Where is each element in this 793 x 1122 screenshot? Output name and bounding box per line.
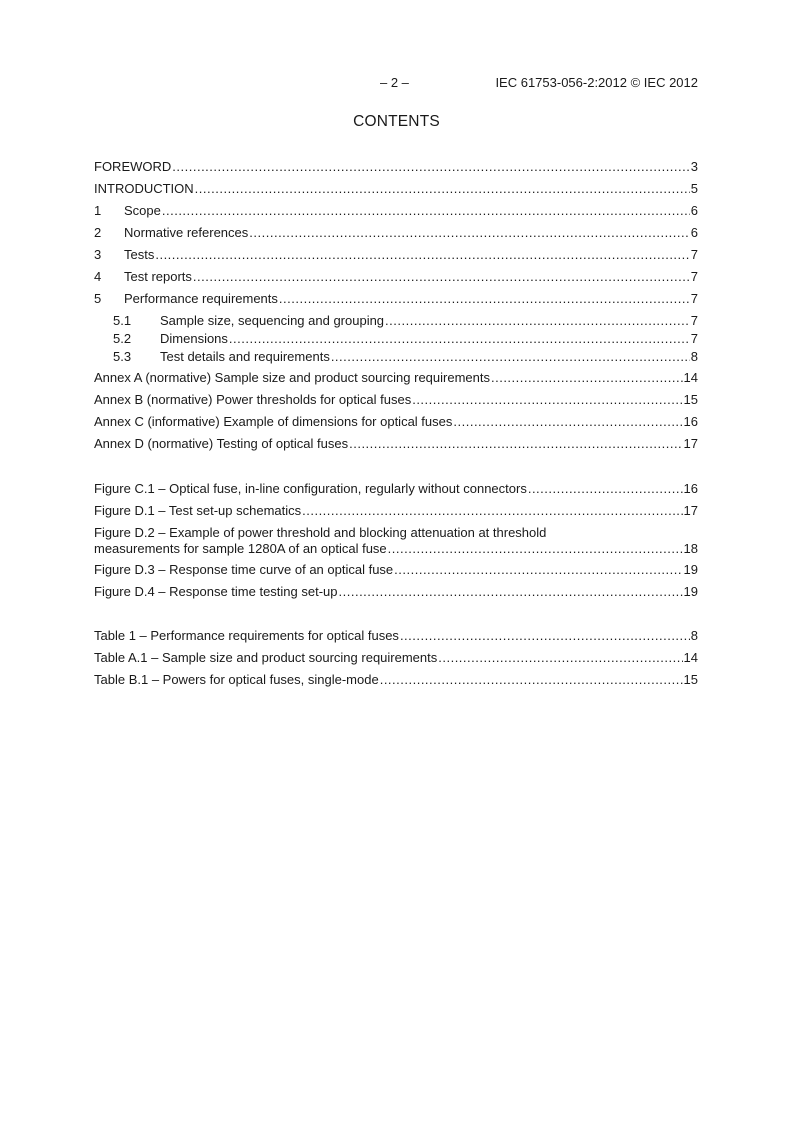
toc-entry-scope[interactable]	[94, 203, 698, 225]
page-header	[0, 75, 793, 93]
toc-page: 15	[683, 392, 698, 407]
toc-label: Test details and requirements	[160, 349, 330, 364]
toc-entry-introduction[interactable]	[94, 181, 698, 203]
toc-entry-test-reports[interactable]	[94, 269, 698, 291]
toc-entry-annex-c[interactable]	[94, 414, 698, 436]
figure-page: 19	[683, 584, 698, 599]
figure-page: 17	[683, 503, 698, 518]
table-entry-a1[interactable]	[94, 650, 698, 672]
toc-label: Performance requirements	[124, 291, 278, 306]
toc-entry-normative-references[interactable]	[94, 225, 698, 247]
table-label: Table 1 – Performance requirements for optical fuses	[94, 628, 399, 643]
toc-label: Annex A (normative) Sample size and product sourcing requirements	[94, 370, 490, 385]
dot-leader	[339, 584, 683, 600]
dot-leader	[438, 650, 682, 666]
table-entry-1[interactable]	[94, 628, 698, 650]
toc-number: 4	[94, 269, 102, 284]
figure-label-line1: Figure D.2 – Example of power threshold and blocking attenuation at threshold	[94, 525, 547, 540]
dot-leader	[380, 672, 683, 688]
toc-page: 7	[690, 247, 698, 262]
toc-main	[94, 159, 698, 458]
figure-page: 18	[683, 541, 698, 556]
toc-label: Sample size, sequencing and grouping	[160, 313, 385, 328]
toc-page: 16	[683, 414, 698, 429]
table-page: 8	[690, 628, 698, 643]
toc-page: 6	[690, 225, 698, 240]
dot-leader	[279, 291, 690, 307]
dot-leader	[172, 159, 689, 175]
figure-entry-d1[interactable]	[94, 503, 698, 525]
table-label: Table B.1 – Powers for optical fuses, single-mode	[94, 672, 379, 687]
dot-leader	[349, 436, 682, 452]
toc-label: FOREWORD	[94, 159, 172, 174]
dot-leader	[162, 203, 690, 219]
dot-leader	[400, 628, 690, 644]
figure-label: Figure D.1 – Test set-up schematics	[94, 503, 302, 518]
dot-leader	[193, 269, 690, 285]
table-page: 14	[683, 650, 698, 665]
toc-label: INTRODUCTION	[94, 181, 194, 196]
toc-label: Annex B (normative) Power thresholds for optical fuses	[94, 392, 412, 407]
toc-page: 7	[690, 291, 698, 306]
toc-page: 7	[690, 331, 698, 346]
figure-entry-d4[interactable]	[94, 584, 698, 606]
toc-entry-performance-requirements[interactable]	[94, 291, 698, 313]
table-entry-b1[interactable]	[94, 672, 698, 694]
dot-leader	[229, 331, 690, 347]
dot-leader	[394, 562, 682, 578]
figure-entry-d2[interactable]	[94, 525, 698, 562]
figure-entry-c1[interactable]	[94, 481, 698, 503]
toc-label: Dimensions	[160, 331, 228, 346]
toc-number: 2	[94, 225, 102, 240]
toc-label: Normative references	[124, 225, 249, 240]
toc-entry-annex-a[interactable]	[94, 370, 698, 392]
toc-number: 5.1	[113, 313, 132, 328]
dot-leader	[528, 481, 683, 497]
toc-page: 6	[690, 203, 698, 218]
dot-leader	[491, 370, 683, 386]
toc-page: 3	[690, 159, 698, 174]
toc-number: 1	[94, 203, 102, 218]
dot-leader	[155, 247, 689, 263]
toc-label: Annex C (informative) Example of dimensions for optical fuses	[94, 414, 453, 429]
table-label: Table A.1 – Sample size and product sourcing requirements	[94, 650, 438, 665]
dot-leader	[195, 181, 690, 197]
toc-page: 7	[690, 269, 698, 284]
list-of-figures	[94, 481, 698, 606]
dot-leader	[385, 313, 690, 329]
toc-page: 17	[683, 436, 698, 451]
toc-entry-tests[interactable]	[94, 247, 698, 269]
dot-leader	[331, 349, 690, 365]
toc-entry-test-details[interactable]	[94, 349, 698, 370]
figure-entry-d3[interactable]	[94, 562, 698, 584]
toc-page: 8	[690, 349, 698, 364]
toc-number: 5.3	[113, 349, 132, 364]
dot-leader	[388, 541, 683, 557]
toc-label: Test reports	[124, 269, 192, 284]
toc-label: Tests	[124, 247, 155, 262]
figure-page: 19	[683, 562, 698, 577]
dot-leader	[302, 503, 682, 519]
document-reference: IEC 61753-056-2:2012 © IEC 2012	[495, 75, 698, 90]
list-of-tables	[94, 628, 698, 694]
dot-leader	[412, 392, 682, 408]
page-title: CONTENTS	[353, 113, 440, 130]
toc-entry-dimensions[interactable]	[94, 331, 698, 349]
dot-leader	[453, 414, 682, 430]
toc-label: Annex D (normative) Testing of optical fuses	[94, 436, 349, 451]
toc-page: 5	[690, 181, 698, 196]
figure-label: Figure C.1 – Optical fuse, in-line configuration, regularly without connectors	[94, 481, 527, 496]
figure-label-line2: measurements for sample 1280A of an optical fuse	[94, 541, 387, 556]
toc-number: 5.2	[113, 331, 132, 346]
page-number: – 2 –	[380, 75, 409, 90]
toc-number: 3	[94, 247, 102, 262]
toc-page: 14	[683, 370, 698, 385]
figure-label: Figure D.4 – Response time testing set-up	[94, 584, 338, 599]
toc-entry-annex-b[interactable]	[94, 392, 698, 414]
toc-number: 5	[94, 291, 102, 306]
figure-label: Figure D.3 – Response time curve of an optical fuse	[94, 562, 394, 577]
figure-page: 16	[683, 481, 698, 496]
toc-page: 7	[690, 313, 698, 328]
toc-label: Scope	[124, 203, 161, 218]
toc-entry-sample-size[interactable]	[94, 313, 698, 331]
toc-entry-annex-d[interactable]	[94, 436, 698, 458]
dot-leader	[249, 225, 689, 241]
toc-entry-foreword[interactable]	[94, 159, 698, 181]
table-page: 15	[683, 672, 698, 687]
